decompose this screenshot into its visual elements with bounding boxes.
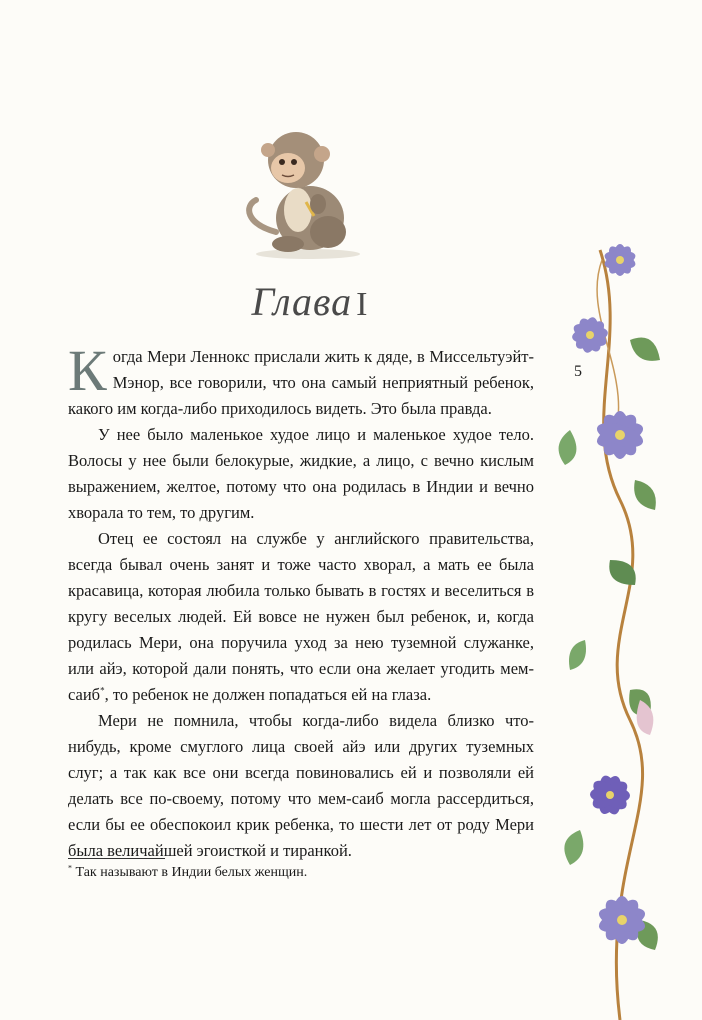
- footnote-marker: *: [100, 685, 105, 696]
- footnote-marker: *: [68, 863, 72, 873]
- monkey-illustration: [236, 120, 374, 260]
- page-number: 5: [574, 363, 582, 380]
- paragraph-text-continued: , то ребенок не должен попадаться ей на глаза.: [104, 685, 432, 704]
- footnote-text: Так называют в Индии белых женщин.: [72, 865, 308, 880]
- chapter-numeral: I: [356, 286, 369, 323]
- chapter-heading: [0, 278, 620, 325]
- paragraph-text: огда Мери Леннокс прислали жить к дяде, в Миссельтуэйт-Мэнор, все говорили, что она самый неприятный ребенок, какого им когда-либо приходилось видеть. Это была правда.: [68, 347, 534, 418]
- drop-cap: К: [68, 338, 107, 403]
- paragraph: [68, 338, 534, 422]
- body-text: [68, 338, 534, 864]
- chapter-title-word: Глава: [251, 279, 353, 324]
- paragraph-text: У нее было маленькое худое лицо и маленькое худое тело. Волосы у нее были белокурые, жидкие, а лицо, с вечно кислым выражением, желтое, потому что она родилась в Индии и вечно хворала то тем, то другим.: [68, 425, 534, 522]
- paragraph-text: Отец ее состоял на службе у английского правительства, всегда бывал очень занят и тоже часто хворал, а мать ее была красавица, которая любила только бывать в гостях и веселиться в кругу веселых людей. Ей вовсе не нужен был ребенок, и, когда родилась Мери, она поручила уход за нею туземной служанке, или айэ, которой дали понять, что если она желает угодить мем-саиб: [68, 529, 534, 704]
- footnote-divider: [68, 858, 165, 859]
- bud-icon: [637, 700, 654, 735]
- paragraph: [68, 526, 534, 708]
- footnote: [68, 865, 307, 881]
- paragraph: [68, 422, 534, 526]
- flowering-vine-illustration: [540, 220, 702, 1020]
- paragraph-text: Мери не помнила, чтобы когда-либо видела близко что-нибудь, кроме смуглого лица своей айэ или других туземных слуг; а так как все они всегда повиновались ей и позволяли ей делать все по-своему, потому что мем-саиб могла рассердиться, если бы ее обеспокоил крик ребенка, то шести лет от роду Мери была величайшей эгоисткой и тиранкой.: [68, 711, 534, 860]
- paragraph: [68, 708, 534, 864]
